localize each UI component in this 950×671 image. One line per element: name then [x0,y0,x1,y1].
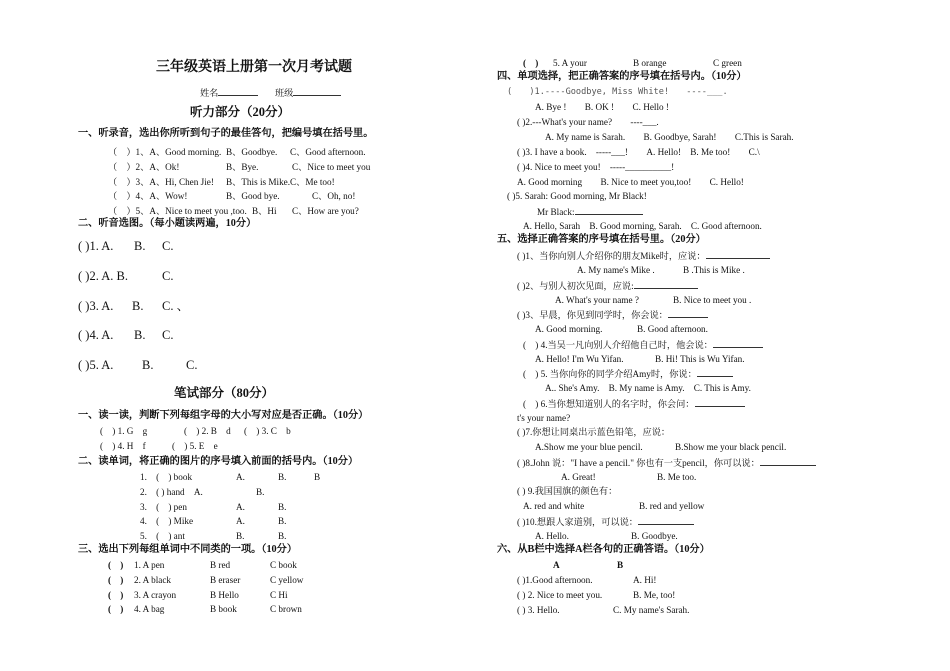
s5-question-3: ( )3、早晨，你见到同学时，你会说： [517,308,708,321]
l2-question-3-part-3: C. 、 [162,298,190,313]
l1-heading: 一、听录音，选出你所听到句子的最佳答句，把编号填在括号里。 [78,128,374,139]
s5-options-8: A. Great! B. Me too. [561,472,697,482]
l2-question-5-part-2: B. [142,358,154,373]
page-title: 三年级英语上册第一次月考试题 [156,60,352,75]
l1-question-2: （ ）2、A、Ok! B、Bye. C、Nice to meet you [108,161,371,172]
l1-question-1: （ ）1、A、Good morning. B、Goodbye. C、Good afternoon. [108,147,366,157]
w1-row2: ( ) 4. H f ( ) 5. E e [100,441,218,451]
l2-question-4-part-3: C. [162,328,174,343]
l2-question-4-part-2: B. [134,328,146,343]
s4-q5: ( )5. Sarah: Good morning, Mr Black! [507,191,647,201]
w3-item-3: ( ) 3. A crayon B Hello C Hi [108,589,288,600]
l2-question-4-part-1: ( )4. A. [78,328,114,343]
s5-answer-blank-2[interactable] [634,279,698,289]
s5-options-1: A. My name's Mike . B .This is Mike . [577,265,745,275]
s5-options-9: A. red and white B. red and yellow [523,501,705,511]
written-title: 笔试部分（80分） [174,386,275,400]
s5-question-6: ( ) 6.当你想知道别人的名字时，你会问： [523,397,745,410]
name-blank[interactable] [218,86,258,96]
w2-item-4: 4. ( ) Mike A. B. [140,516,287,527]
l1-question-5: （ ）5、A、Nice to meet you ,too. B、Hi C、How are you? [108,206,359,217]
l2-question-2-part-1: ( )2. A. B. [78,268,128,283]
s5-question-10: ( )10.想跟人家道别，可以说： [517,515,694,528]
s4-q3: ( )3. I have a book. -----___! A. Hello! B. Me too! C.\ [517,147,760,157]
s5-answer-blank-6[interactable] [695,397,745,407]
s6-row-2: ( ) 2. Nice to meet you. B. Me, too! [517,589,676,600]
class-label: 班级 [274,88,294,98]
s5-answer-blank-5[interactable] [697,367,733,377]
w2-item-1: 1. ( ) book A. B. B [140,472,321,482]
s6-row-3: ( ) 3. Hello. C. My name's Sarah. [517,604,690,615]
s5-answer-blank-4[interactable] [713,338,763,348]
s6-col-a: A [553,560,560,570]
w3-item-2: ( ) 2. A black B eraser C yellow [108,574,304,585]
s5-question-1: ( )1、当你向别人介绍你的朋友Mike时，应说： [517,249,770,262]
s5-options-5: A.. She's Amy. B. My name is Amy. C. This is Amy. [545,383,751,393]
s5-question-8: ( )8.John 说："I have a pencil." 你也有一支pencil，你可以说： [517,456,816,469]
w2-heading: 二、读单词，将正确的图片的序号填入前面的括号内。（10分） [78,456,359,467]
s5-options-7: A.Show me your blue pencil. B.Show me your black pencil. [535,442,787,452]
w1-heading: 一、读一读，判断下列每组字母的大小写对应是否正确。（10分） [78,410,369,421]
s4-q2: ( )2.---What's your name? ----___. [517,117,659,127]
listening-title: 听力部分（20分） [190,105,291,119]
s6-col-b: B [617,560,624,570]
s4-q5-blank[interactable] [575,205,643,215]
l2-question-3-part-2: B. [132,298,144,313]
s4-q1: ( )1.----Goodbye, Miss White! ----___. [507,87,728,97]
l2-question-5-part-1: ( )5. A. [78,358,114,373]
w3-item-1: ( ) 1. A pen B red C book [108,560,297,570]
w3-item-4: ( ) 4. A bag B book C brown [108,604,302,615]
s5-answer-blank-1[interactable] [706,249,770,259]
s5-options-6: t's your name? [517,413,571,423]
s4-heading: 四、单项选择，把正确答案的序号填在括号内。（10分） [497,71,747,82]
w2-item-3: 3. ( ) pen A. B. [140,501,287,512]
l2-question-1-part-1: ( )1. A. [78,239,114,253]
s5-heading: 五、选择正确答案的序号填在括号里。（20分） [497,234,706,245]
w2-item-2: 2. ( ) hand A. B. [140,486,265,497]
s5-answer-blank-10[interactable] [638,515,694,525]
l2-question-1-part-3: C. [162,239,174,253]
l2-heading: 二、听音选图。（每小题读两遍，10分） [78,218,257,229]
s4-q1-options: A. Bye ! B. OK ! C. Hello ! [535,102,669,112]
name-class-line [200,86,341,99]
w3-heading: 三、选出下列每组单词中不同类的一项。（10分） [78,544,298,555]
s5-options-4: A. Hello! I'm Wu Yifan. B. Hi! This is Wu Yifan. [535,354,745,364]
s5-options-3: A. Good morning. B. Good afternoon. [535,324,708,334]
l1-question-3: （ ）3、A、Hi, Chen Jie! B、This is Mike.C、Me too! [108,176,335,187]
s4-q2-options: A. My name is Sarah. B. Goodbye, Sarah! C.This is Sarah. [545,132,794,142]
s5-answer-blank-3[interactable] [668,308,708,318]
s5-options-2: A. What's your name ? B. Nice to meet you . [555,295,752,305]
s5-question-5: ( ) 5. 当你向你的同学介绍Amy时，你说： [523,367,733,380]
name-label: 姓名 [200,88,219,98]
w1-row1: ( ) 1. G g ( ) 2. B d ( ) 3. C b [100,426,291,436]
s4-q5-response: Mr Black: [537,205,643,218]
l2-question-2-part-3: C. [162,268,174,283]
l2-question-3-part-1: ( )3. A. [78,298,114,313]
s4-q4-options: A. Good morning B. Nice to meet you,too! C. Hello! [517,177,744,187]
s6-heading: 六、从B栏中选择A栏各句的正确答语。（10分） [497,544,710,555]
s4-q4: ( )4. Nice to meet you! -----__________! [517,162,675,172]
s5-options-10: A. Hello. B. Goodbye. [535,531,678,541]
l2-question-5-part-3: C. [186,358,198,373]
s5-question-4: ( ) 4.当吴一凡向别人介绍他自己时，他会说： [523,338,763,351]
l2-question-1-part-2: B. [134,239,146,253]
class-blank[interactable] [293,86,341,96]
l1-question-4: （ ）4、A、Wow! B、Good bye. C、Oh, no! [108,191,356,202]
s5-question-9: ( ) 9.我国国旗的颜色有： [517,486,618,496]
s5-question-2: ( )2、与别人初次见面，应说: [517,279,698,292]
s3-item5: ( ) 5. A your B orange C green [523,58,742,68]
s4-q5-options: A. Hello, Sarah B. Good morning, Sarah. C. Good afternoon. [523,221,762,231]
w2-item-5: 5. ( ) ant B. B. [140,531,287,542]
s5-question-7: ( )7.你想让同桌出示蓝色铅笔，应说： [517,427,671,437]
s6-row-1: ( )1.Good afternoon. A. Hi! [517,575,657,585]
s5-answer-blank-8[interactable] [760,456,816,466]
